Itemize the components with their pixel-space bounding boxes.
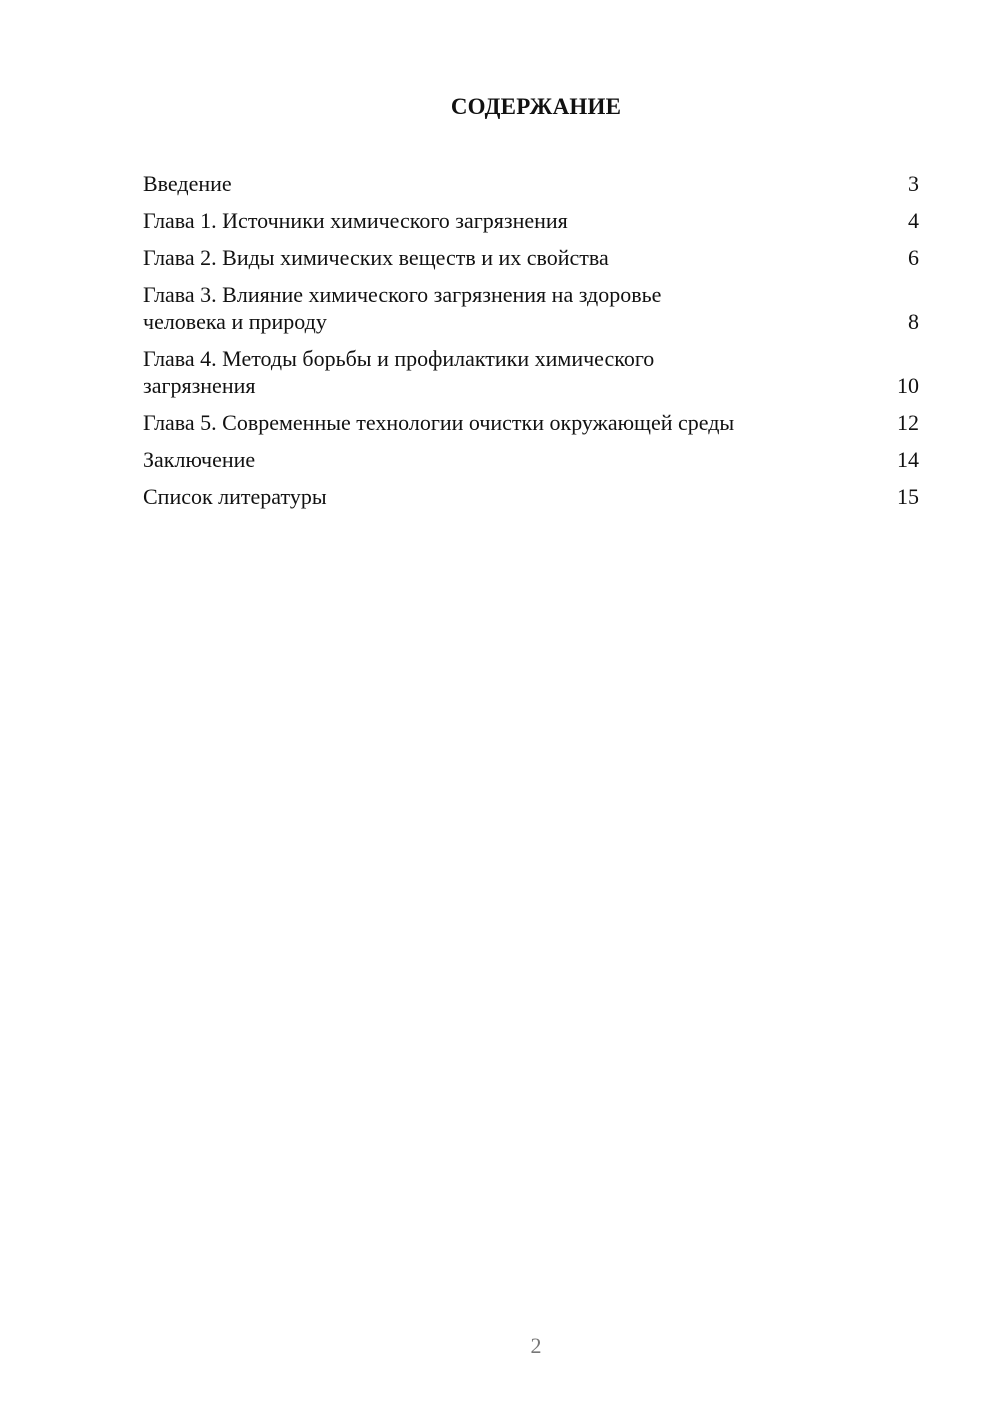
- toc-entry-title: Глава 4. Методы борьбы и профилактики химического загрязнения: [143, 346, 655, 398]
- page-number: 2: [530, 1333, 542, 1358]
- toc-entry-title: Заключение: [143, 447, 256, 472]
- toc-entry-page: 12: [897, 410, 919, 435]
- toc-entry: [143, 244, 919, 271]
- toc-entry-title: Глава 3. Влияние химического загрязнения на здоровье человека и природу: [143, 282, 662, 334]
- toc-entry-title: Глава 5. Современные технологии очистки окружающей среды: [143, 410, 735, 435]
- toc-entry-title: Глава 2. Виды химических веществ и их свойства: [143, 245, 609, 270]
- toc-entry: [143, 483, 919, 510]
- toc-entry-page: 3: [908, 171, 919, 196]
- toc-entry-title: Глава 1. Источники химического загрязнения: [143, 208, 568, 233]
- toc-entry-title: Введение: [143, 171, 232, 196]
- toc-entry: [143, 281, 919, 335]
- table-of-contents: [143, 170, 919, 520]
- toc-entry: [143, 409, 919, 436]
- toc-entry-page: 6: [908, 245, 919, 270]
- toc-entry: [143, 207, 919, 234]
- toc-entry: [143, 446, 919, 473]
- toc-entry-page: 10: [897, 373, 919, 398]
- toc-entry-page: 14: [897, 447, 919, 472]
- toc-entry-page: 4: [908, 208, 919, 233]
- page-title: СОДЕРЖАНИЕ: [450, 94, 622, 119]
- toc-entry-page: 15: [897, 484, 919, 509]
- toc-entry-title: Список литературы: [143, 484, 327, 509]
- toc-entry-page: 8: [908, 309, 919, 334]
- toc-entry: [143, 345, 919, 399]
- toc-entry: [143, 170, 919, 197]
